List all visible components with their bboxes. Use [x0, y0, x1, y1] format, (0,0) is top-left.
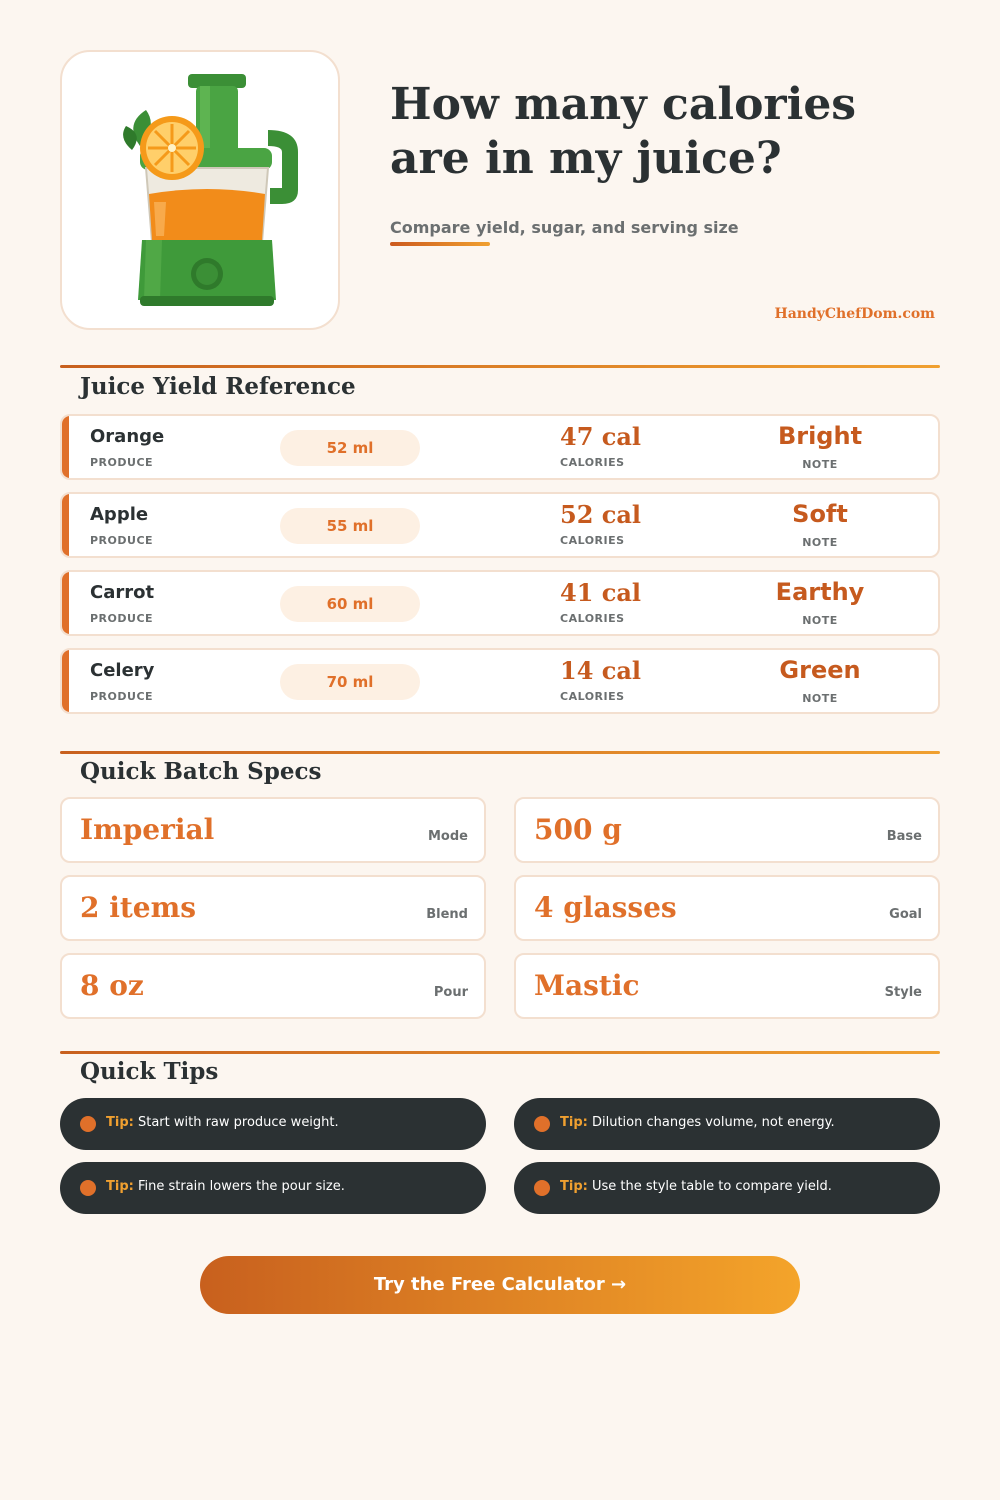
produce-name: Apple [90, 504, 149, 525]
note-label: NOTE [802, 536, 838, 549]
section-title-yield: Juice Yield Reference [80, 373, 356, 400]
yield-pill: 52 ml [280, 430, 420, 466]
spec-value: 8 oz [80, 969, 144, 1002]
page-title-line-2: are in my juice? [390, 133, 782, 184]
spec-value: Imperial [80, 813, 215, 846]
note-value: Earthy [775, 578, 865, 606]
note-label: NOTE [802, 458, 838, 471]
tip-card [514, 1162, 940, 1214]
tip-card [60, 1098, 486, 1150]
yield-pill: 60 ml [280, 586, 420, 622]
section-title-specs: Quick Batch Specs [80, 758, 322, 785]
tip-bullet-icon [80, 1180, 96, 1196]
row-accent [62, 494, 69, 556]
yield-row-celery [60, 648, 940, 714]
tip-body: Fine strain lowers the pour size. [137, 1179, 345, 1194]
produce-name: Celery [90, 660, 155, 681]
section-title-tips: Quick Tips [80, 1058, 219, 1085]
section-divider [60, 751, 940, 754]
spec-label: Style [884, 985, 922, 1000]
tip-lead: Tip: [106, 1115, 134, 1130]
page-title [390, 78, 950, 186]
spec-card-pour [60, 953, 486, 1019]
spec-value: Mastic [534, 969, 640, 1002]
row-accent [62, 416, 69, 478]
produce-label: PRODUCE [90, 456, 154, 469]
spec-label: Pour [433, 985, 468, 1000]
tip-bullet-icon [534, 1180, 550, 1196]
site-link[interactable]: HandyChefDom.com [774, 306, 935, 322]
tip-text [560, 1179, 832, 1194]
note-label: NOTE [802, 692, 838, 705]
tip-text [106, 1179, 345, 1194]
tip-bullet-icon [534, 1116, 550, 1132]
spec-card-style [514, 953, 940, 1019]
spec-value: 2 items [80, 891, 197, 924]
spec-card-blend [60, 875, 486, 941]
yield-row-apple [60, 492, 940, 558]
note-label: NOTE [802, 614, 838, 627]
row-accent [62, 650, 69, 712]
yield-pill: 70 ml [280, 664, 420, 700]
tip-lead: Tip: [560, 1115, 588, 1130]
spec-label: Goal [889, 907, 922, 922]
calories-label: CALORIES [560, 534, 625, 547]
produce-label: PRODUCE [90, 690, 154, 703]
calories-label: CALORIES [560, 456, 625, 469]
tip-lead: Tip: [106, 1179, 134, 1194]
calories-value: 41 cal [560, 578, 642, 607]
calories-label: CALORIES [560, 612, 625, 625]
tip-body: Use the style table to compare yield. [591, 1179, 832, 1194]
tip-text [106, 1115, 339, 1130]
note-value: Soft [792, 500, 848, 528]
spec-label: Mode [428, 829, 468, 844]
note-value: Green [779, 656, 861, 684]
calories-value: 52 cal [560, 500, 642, 529]
yield-row-carrot [60, 570, 940, 636]
free-calculator-button[interactable]: Try the Free Calculator → [200, 1256, 800, 1314]
produce-name: Orange [90, 426, 165, 447]
tip-lead: Tip: [560, 1179, 588, 1194]
spec-label: Blend [426, 907, 468, 922]
yield-row-orange [60, 414, 940, 480]
produce-name: Carrot [90, 582, 155, 603]
row-accent [62, 572, 69, 634]
spec-card-mode [60, 797, 486, 863]
produce-label: PRODUCE [90, 612, 154, 625]
page-subtitle: Compare yield, sugar, and serving size [390, 218, 739, 237]
tip-card [60, 1162, 486, 1214]
calories-value: 14 cal [560, 656, 642, 685]
spec-card-goal [514, 875, 940, 941]
calories-value: 47 cal [560, 422, 642, 451]
section-divider [60, 1051, 940, 1054]
calories-label: CALORIES [560, 690, 625, 703]
yield-pill: 55 ml [280, 508, 420, 544]
produce-label: PRODUCE [90, 534, 154, 547]
juicer-with-orange-icon [62, 52, 342, 332]
spec-value: 4 glasses [534, 891, 677, 924]
tip-bullet-icon [80, 1116, 96, 1132]
tip-body: Start with raw produce weight. [137, 1115, 339, 1130]
spec-card-base [514, 797, 940, 863]
tip-body: Dilution changes volume, not energy. [591, 1115, 835, 1130]
spec-value: 500 g [534, 813, 622, 846]
spec-label: Base [886, 829, 922, 844]
hero-illustration-card [60, 50, 340, 330]
tip-card [514, 1098, 940, 1150]
section-divider [60, 365, 940, 368]
page-title-line-1: How many calories [390, 79, 857, 130]
tip-text [560, 1115, 835, 1130]
subtitle-underline [390, 242, 490, 246]
note-value: Bright [777, 422, 863, 450]
